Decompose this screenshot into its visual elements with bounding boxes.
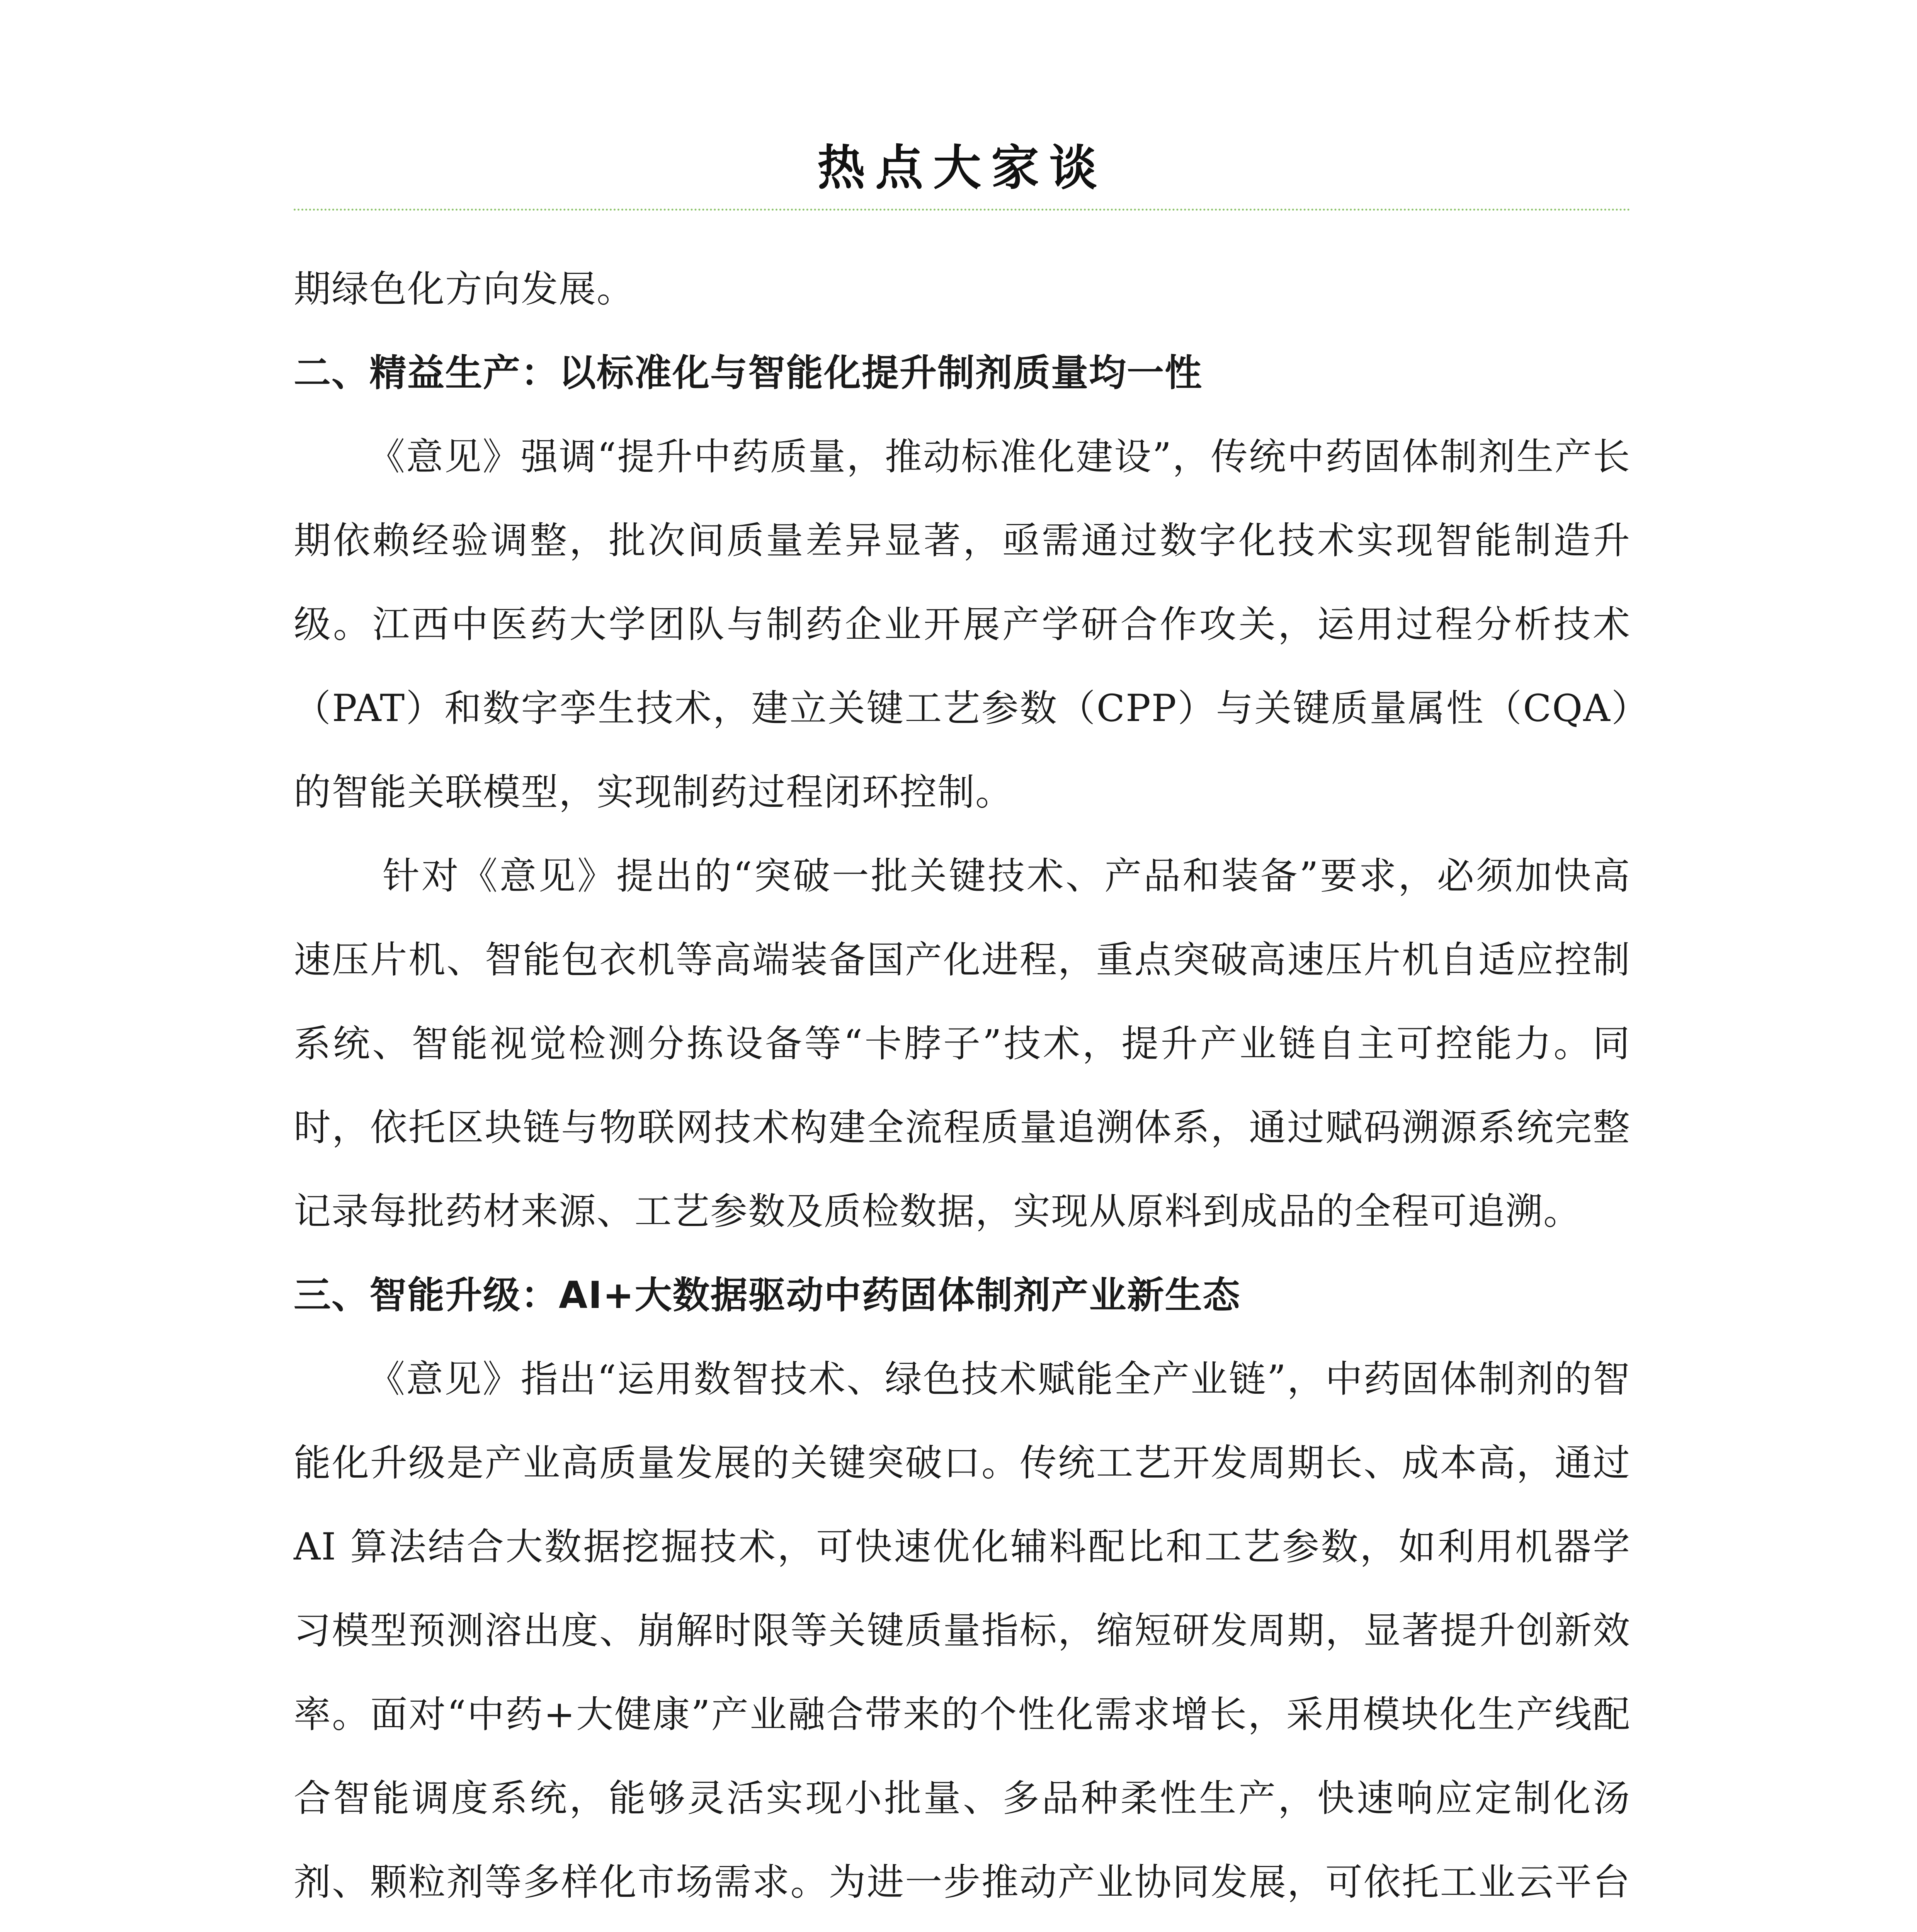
section-heading-3: 三、智能升级：AI+大数据驱动中药固体制剂产业新生态 xyxy=(294,1274,1241,1317)
continuation-text: 期绿色化方向发展。 xyxy=(294,267,634,311)
page-header xyxy=(294,139,1631,197)
section-heading-2: 二、精益生产：以标准化与智能化提升制剂质量均一性 xyxy=(294,351,1203,395)
article-body xyxy=(294,247,1631,1932)
section3-paragraph-1: 《意见》指出“运用数智技术、绿色技术赋能全产业链”，中药固体制剂的智能化升级是产业高质量发展的关键突破口。传统工艺开发周期长、成本高，通过 AI 算法结合大数据挖掘技术，可快速优化辅料配比和工艺参数，如利用机器学习模型预测溶出度、崩解时限等关键质量指标，缩短研发周期，显著提升创新效率。面对“中药+大健康”产业融合带来的个性化需求增长，采用模块化生产线配合智能调度系统，能够灵活实现小批量、多品种柔性生产，快速响应定制化汤剂、颗粒剂等多样化市场需求。为进一步推动产业协同发展，可依托工业云平台 xyxy=(294,1357,1631,1904)
section2-paragraph-1: 《意见》强调“提升中药质量，推动标准化建设”，传统中药固体制剂生产长期依赖经验调整，批次间质量差异显著，亟需通过数字化技术实现智能制造升级。江西中医药大学团队与制药企业开展产学研合作攻关，运用过程分析技术（PAT）和数字孪生技术，建立关键工艺参数（CPP）与关键质量属性（CQA）的智能关联模型，实现制药过程闭环控制。 xyxy=(294,435,1631,814)
column-title: 热点大家谈 xyxy=(817,140,1107,196)
section2-paragraph-2: 针对《意见》提出的“突破一批关键技术、产品和装备”要求，必须加快高速压片机、智能包衣机等高端装备国产化进程，重点突破高速压片机自适应控制系统、智能视觉检测分拣设备等“卡脖子”技术，提升产业链自主可控能力。同时，依托区块链与物联网技术构建全流程质量追溯体系，通过赋码溯源系统完整记录每批药材来源、工艺参数及质检数据，实现从原料到成品的全程可追溯。 xyxy=(294,854,1631,1233)
header-divider xyxy=(294,209,1631,211)
